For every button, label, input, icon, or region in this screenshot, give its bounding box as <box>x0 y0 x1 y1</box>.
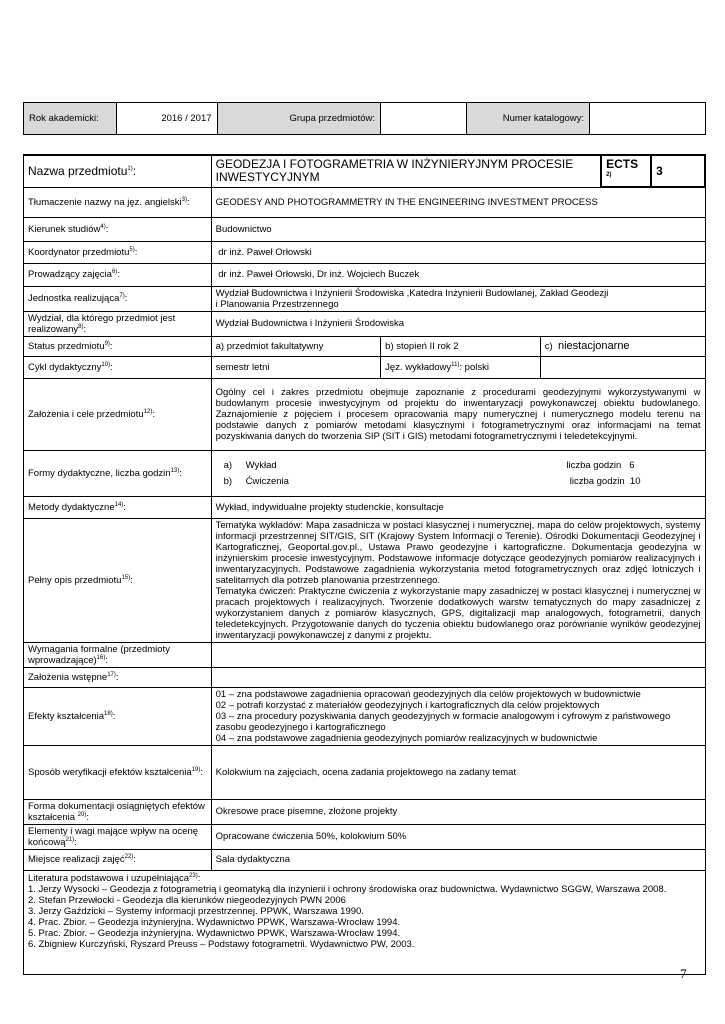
formy-label: Formy dydaktyczne, liczba godzin$^{13)}$: <box>24 450 212 496</box>
forma-dok-label: Forma dokumentacji osiągniętych efektów kształcenia $^{20)}$: <box>24 799 212 824</box>
row-cykl <box>24 356 706 378</box>
formy-value <box>211 450 705 496</box>
ects-value: 3 <box>651 155 705 187</box>
miejsce-value: Sala dydaktyczna <box>211 849 705 870</box>
grupa-value <box>381 103 467 135</box>
koordynator-label: Koordynator przedmiotu$^{5)}$: <box>24 241 212 263</box>
kierunek-value: Budownictwo <box>211 217 705 241</box>
wymagania-label: Wymagania formalne (przedmioty wprowadzające)$^{16)}$: <box>24 642 212 667</box>
forma-item: a) Wykład liczba godzin 6 <box>223 459 635 471</box>
row-jednostka <box>24 286 706 311</box>
miejsce-label: Miejsce realizacji zajęć$^{22)}$: <box>24 849 212 870</box>
wydzial-label: Wydział, dla którego przedmiot jest realizowany$^{8)}$: <box>24 311 212 336</box>
row-prowadzacy <box>24 263 706 286</box>
cykl-label: Cykl dydaktyczny$^{10)}$: <box>24 356 212 378</box>
header-table <box>23 102 706 135</box>
rok-value: 2016 / 2017 <box>117 103 217 135</box>
prowadzacy-value: dr inż. Paweł Orłowski, Dr inż. Wojciech Buczek <box>211 263 705 286</box>
numer-label: Numer katalogowy: <box>466 103 589 135</box>
row-literatura <box>24 870 706 974</box>
koordynator-value: dr inż. Paweł Orłowski <box>211 241 705 263</box>
cykl-empty <box>540 356 705 378</box>
row-zalozenia-wstepne <box>24 667 706 687</box>
row-tlumaczenie <box>24 187 706 217</box>
row-sposob <box>24 745 706 799</box>
status-c: c) niestacjonarne <box>540 336 705 356</box>
efekt-item: 04 – zna podstawowe zagadnienia geodezyjnych pomiarów realizacyjnych w budownictwie <box>215 732 598 744</box>
jednostka-label: Jednostka realizująca$^{7)}$: <box>24 286 212 311</box>
zalozenia-wstepne-label: Założenia wstępne$^{17)}$: <box>24 667 212 687</box>
efekty-value <box>211 687 705 745</box>
forma-dok-value: Okresowe prace pisemne, złożone projekty <box>211 799 705 824</box>
row-koordynator <box>24 241 706 263</box>
row-kierunek <box>24 217 706 241</box>
literatura-label: Literatura podstawowa i uzupełniająca$^{23)}$: <box>28 872 201 884</box>
zalozenia-wstepne-value <box>211 667 705 687</box>
tlumaczenie-value: GEODESY AND PHOTOGRAMMETRY IN THE ENGINEERING INVESTMENT PROCESS <box>211 187 705 217</box>
literatura-item: 4. Prac. Zbior. – Geodezja inżynieryjna. Wydawnictwo PPWK, Warszawa-Wrocław 1994. <box>28 916 401 928</box>
status-a: a) przedmiot fakultatywny <box>211 336 381 356</box>
pelny-label: Pełny opis przedmiotu$^{15)}$: <box>24 518 212 642</box>
row-metody <box>24 496 706 518</box>
jednostka-value: Wydział Budownictwa i Inżynierii Środowiska ,Katedra Inżynierii Budowlanej, Zakład Geodezji i Planowania Przestrzennego <box>211 286 705 311</box>
row-efekty <box>24 687 706 745</box>
tlumaczenie-label: Tłumaczenie nazwy na jęz. angielski$^{3)}$: <box>24 187 212 217</box>
row-zalozenia <box>24 378 706 450</box>
literatura-item: 1. Jerzy Wysocki – Geodezja z fotogrametrią i geomatyką dla inżynierii i ochrony środowiska oraz budownictwa. Wydawnictwo SGGW, Warszawa 2008. <box>28 883 667 895</box>
row-nazwa <box>24 155 706 187</box>
literatura-cell <box>24 870 706 974</box>
zalozenia-value: Ogólny cel i zakres przedmiotu obejmuje zapoznanie z procedurami geodezyjnymi wykorzystywanymi w budowlanym procesie inwestycyjnym od projektu do inwentaryzacji powykonawczej obiektu budowlanego. Zaznajomienie z pojęciem i procesem opracowania mapy numerycznej i numerycznego modelu terenu na podstawie danych z pomiarów metodami klasycznymi i fotogrametrycznymi oraz informacjami na temat pozyskiwania danych do tworzenia SIP (SIT i GIS) metodami fotogrametrycznymi i teledetekcyjnymi. <box>211 378 705 450</box>
row-wydzial <box>24 311 706 336</box>
literatura-item: 6. Zbigniew Kurczyński, Ryszard Preuss – Podstawy fotogrametrii. Wydawnictwo PW, 2003. <box>28 938 415 950</box>
numer-value <box>590 103 706 135</box>
cykl-value: semestr letni <box>211 356 381 378</box>
literatura-item: 2. Stefan Przewłocki - Geodezja dla kierunków niegeodezyjnych PWN 2006 <box>28 894 346 906</box>
sposob-label: Sposób weryfikacji efektów kształcenia$^{19)}$: <box>24 745 212 799</box>
sposob-value: Kolokwium na zajęciach, ocena zadania projektowego na zadany temat <box>211 745 705 799</box>
wymagania-value <box>211 642 705 667</box>
efekt-item: 02 – potrafi korzystać z materiałów geodezyjnych i kartograficznych dla celów projektowych <box>215 699 600 711</box>
grupa-label: Grupa przedmiotów: <box>217 103 381 135</box>
kierunek-label: Kierunek studiów$^{4)}$: <box>24 217 212 241</box>
efekt-item: 03 – zna procedury pozyskiwania danych geodezyjnych w formacie analogowym i cyfrowym z państwowego zasobu geodezyjnego i kartograficznego <box>215 710 671 733</box>
row-elementy <box>24 824 706 849</box>
prowadzacy-label: Prowadzący zajęcia$^{6)}$: <box>24 263 212 286</box>
status-label: Status przedmiotu$^{9)}$: <box>24 336 212 356</box>
elementy-value: Opracowane ćwiczenia 50%, kolokwium 50% <box>211 824 705 849</box>
forma-item: b) Ćwiczenia liczba godzin 10 <box>223 475 641 487</box>
metody-label: Metody dydaktyczne$^{14)}$: <box>24 496 212 518</box>
row-forma-dok <box>24 799 706 824</box>
efekty-label: Efekty kształcenia$^{18)}$: <box>24 687 212 745</box>
elementy-label: Elementy i wagi mające wpływ na ocenę końcową$^{21)}$: <box>24 824 212 849</box>
nazwa-value: GEODEZJA I FOTOGRAMETRIA W INŻYNIERYJNYM PROCESIE INWESTYCYJNYM <box>211 155 601 187</box>
efekt-item: 01 – zna podstawowe zagadnienia opracowań geodezyjnych dla celów projektowych w budownictwie <box>215 688 641 700</box>
metody-value: Wykład, indywidualne projekty studenckie, konsultacje <box>211 496 705 518</box>
row-miejsce <box>24 849 706 870</box>
ects-label: ECTS $^{2)}$ <box>601 155 651 187</box>
row-pelny <box>24 518 706 642</box>
row-formy <box>24 450 706 496</box>
course-table <box>23 154 706 975</box>
wydzial-value: Wydział Budownictwa i Inżynierii Środowiska <box>211 311 705 336</box>
literatura-item: 5. Prac. Zbior. – Geodezja inżynieryjna. Wydawnictwo PPWK, Warszawa-Wrocław 1994. <box>28 927 401 939</box>
jezyk: Jęz. wykładowy$^{11)}$: polski <box>381 356 541 378</box>
nazwa-label: Nazwa przedmiotu$^{1)}$: <box>24 155 212 187</box>
page-number: 7 <box>680 966 687 981</box>
rok-label: Rok akademicki: <box>24 103 117 135</box>
status-b: b) stopień II rok 2 <box>381 336 541 356</box>
literatura-item: 3. Jerzy Gaździcki – Systemy informacji przestrzennej. PPWK, Warszawa 1990. <box>28 905 364 917</box>
pelny-value: Tematyka wykładów: Mapa zasadnicza w postaci klasycznej i numerycznej, mapa do celów projektowych, systemy informacji przestrzennej SIT/GIS, SIT (Krajowy System Informacji o Terenie). Ośrodki Dokumentacji Geodezyjnej i Kartograficznej, Geoportal.gov.pl., Ustawa Prawo geodezyjne i kartograficzne. Dokumentacja geodezyjna w inżynierskim procesie inwestycyjnym. Podstawowe informacje dotyczące geodezyjnych pomiarów realizacyjnych i inwentaryzacyjnych. Podstawowe zagadnienia wykorzystania metod fotogrametrycznych oraz zdjęć lotniczych i satelitarnych dla potrzeb planowania przestrzennego. Tematyka ćwiczeń: Praktyczne ćwiczenia z wykorzystanie mapy zasadniczej w postaci klasycznej i numerycznej w pracach projektowych i realizacyjnych. Tworzenie dodatkowych warstw tematycznych do mapy zasadniczej z wykorzystaniem danych z pomiarów klasycznych, GPS, digitalizacji map analogowych, fotogrametrii, danych teledetekcyjnych. Przygotowanie danych do tyczenia obiektu budowlanego oraz porównanie wyników geodezyjnej inwentaryzacji powykonawczej z danymi z projektu. <box>211 518 705 642</box>
zalozenia-label: Założenia i cele przedmiotu$^{12)}$: <box>24 378 212 450</box>
row-wymagania <box>24 642 706 667</box>
row-status <box>24 336 706 356</box>
